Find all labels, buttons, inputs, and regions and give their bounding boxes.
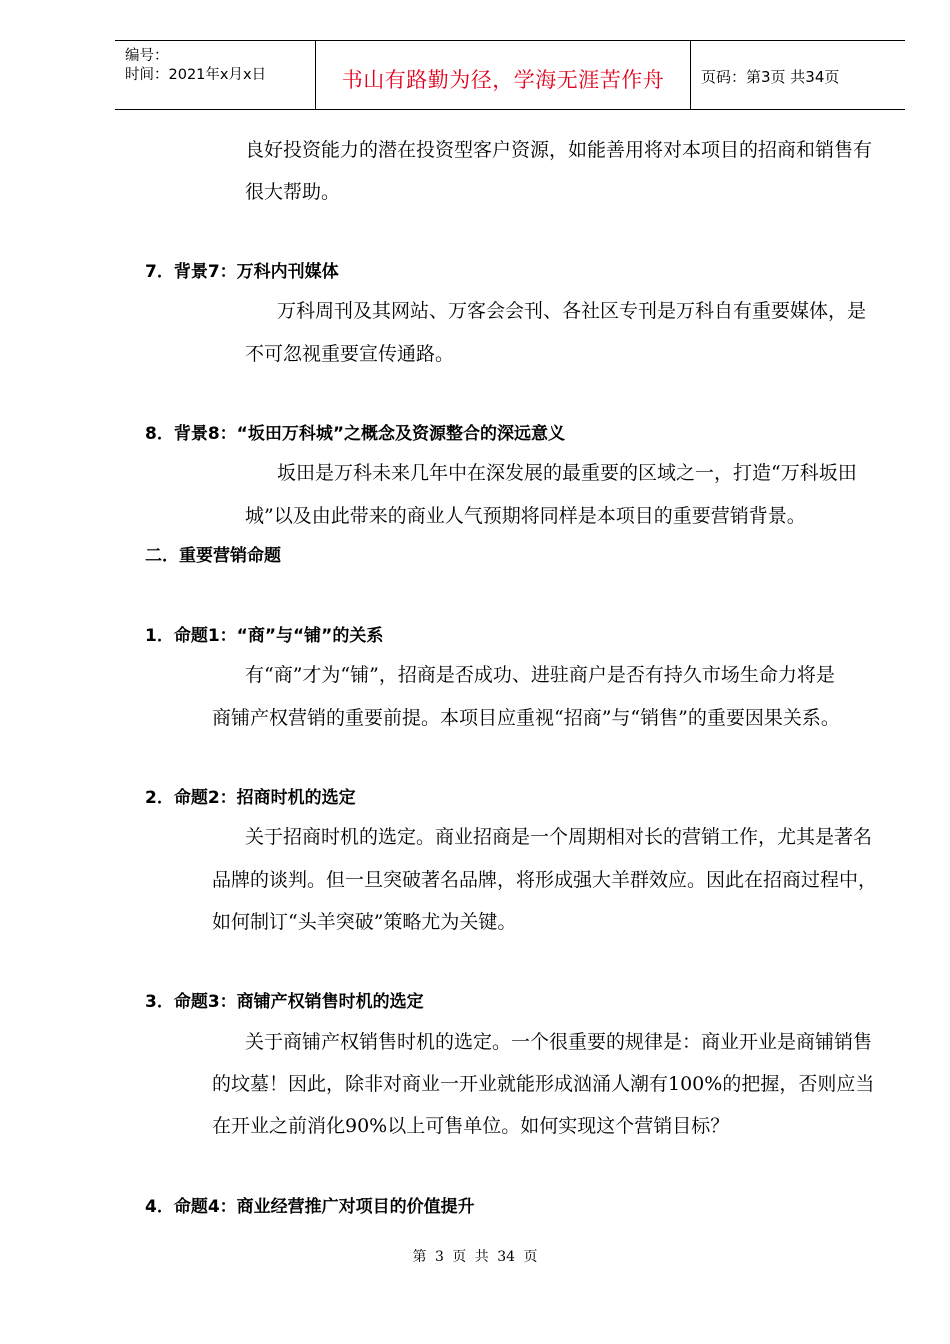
topic-2-line-3: 如何制订“头羊突破”策略尤为关键。 xyxy=(212,911,517,933)
motto: 书山有路勤为径，学海无涯苦作舟 xyxy=(341,68,665,92)
heading-topic-1: 1．命题1：“商”与“铺”的关系 xyxy=(145,626,384,646)
page-number-label: 页码：第3页 共34页 xyxy=(701,68,840,86)
code-label: 编号： xyxy=(125,48,169,64)
paragraph-7-line-2: 不可忽视重要宣传通路。 xyxy=(245,343,455,365)
time-label: 时间：2021年x月x日 xyxy=(125,67,267,83)
page-footer: 第 3 页 共 34 页 xyxy=(412,1249,538,1265)
paragraph-6-line-2: 很大帮助。 xyxy=(245,181,341,203)
heading-topic-4: 4．命题4：商业经营推广对项目的价值提升 xyxy=(145,1197,475,1217)
paragraph-8-line-1: 坂田是万科未来几年中在深发展的最重要的区域之一，打造“万科坂田 xyxy=(277,462,857,484)
topic-3-line-1: 关于商铺产权销售时机的选定。一个很重要的规律是：商业开业是商铺销售 xyxy=(245,1031,873,1053)
topic-3-line-2: 的坟墓！因此，除非对商业一开业就能形成汹涌人潮有100%的把握，否则应当 xyxy=(212,1073,875,1095)
heading-background-8: 8．背景8：“坂田万科城”之概念及资源整合的深远意义 xyxy=(145,424,566,444)
heading-topic-2: 2．命题2：招商时机的选定 xyxy=(145,788,356,808)
heading-topic-3: 3．命题3：商铺产权销售时机的选定 xyxy=(145,992,424,1012)
paragraph-8-line-2: 城”以及由此带来的商业人气预期将同样是本项目的重要营销背景。 xyxy=(245,505,806,527)
heading-background-7: 7．背景7：万科内刊媒体 xyxy=(145,262,339,282)
header-motto-cell xyxy=(315,41,691,109)
topic-2-line-2: 品牌的谈判。但一旦突破著名品牌，将形成强大羊群效应。因此在招商过程中， xyxy=(212,869,878,891)
topic-1-line-2: 商铺产权营销的重要前提。本项目应重视“招商”与“销售”的重要因果关系。 xyxy=(212,707,840,729)
section-heading-2: 二．重要营销命题 xyxy=(145,546,281,566)
topic-1-line-1: 有“商”才为“铺”，招商是否成功、进驻商户是否有持久市场生命力将是 xyxy=(245,664,835,686)
paragraph-7-line-1: 万科周刊及其网站、万客会会刊、各社区专刊是万科自有重要媒体，是 xyxy=(277,300,867,322)
page-header xyxy=(115,40,905,110)
header-page-cell xyxy=(691,41,905,109)
paragraph-6-line-1: 良好投资能力的潜在投资型客户资源，如能善用将对本项目的招商和销售有 xyxy=(245,139,873,161)
topic-3-line-3: 在开业之前消化90%以上可售单位。如何实现这个营销目标？ xyxy=(212,1115,730,1137)
topic-2-line-1: 关于招商时机的选定。商业招商是一个周期相对长的营销工作，尤其是著名 xyxy=(245,826,873,848)
header-meta xyxy=(115,41,315,109)
